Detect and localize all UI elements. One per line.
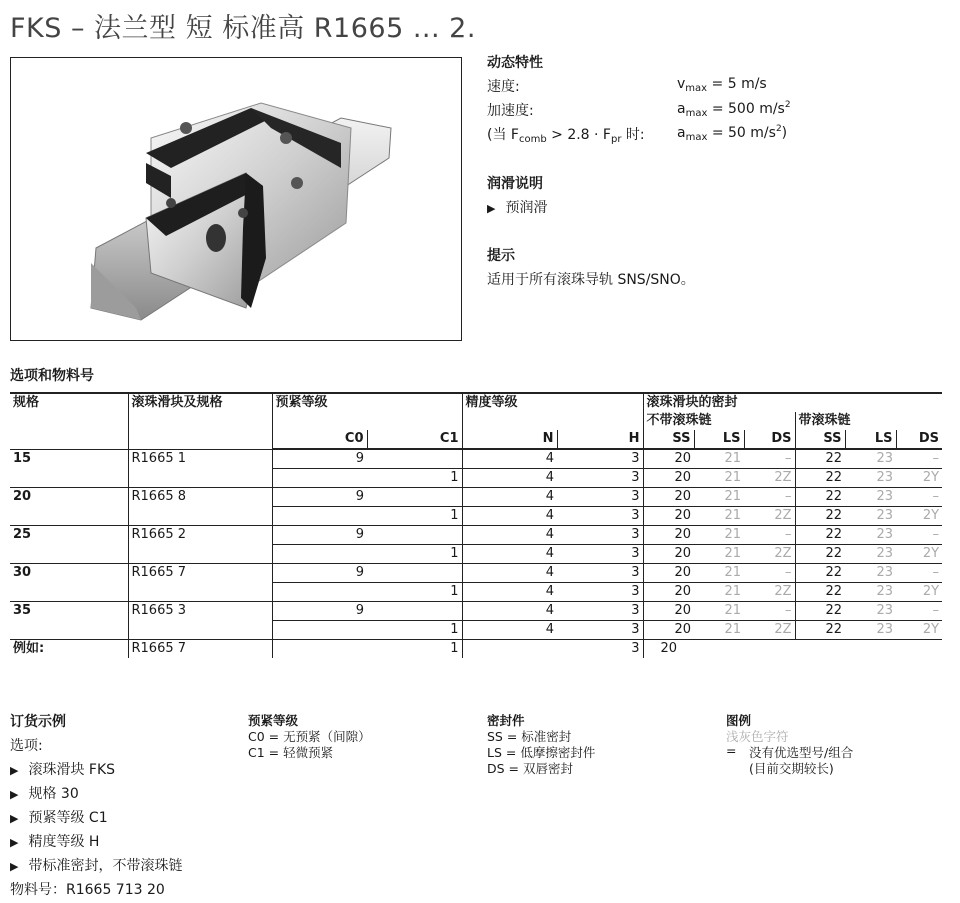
ls-cell: 21 xyxy=(694,602,744,621)
c1-cell: 1 xyxy=(367,545,462,564)
sub-ss: SS xyxy=(643,430,694,449)
example-ss: 20 xyxy=(643,640,694,659)
size-cell: 35 xyxy=(10,602,128,621)
options-heading: 选项和物料号 xyxy=(10,368,94,384)
ds-cell: 2Z xyxy=(744,545,795,564)
n-cell: 4 xyxy=(462,507,557,526)
order-options-label: 选项: xyxy=(10,738,43,754)
ss2-cell: 22 xyxy=(795,449,845,469)
c1-cell: 1 xyxy=(367,621,462,640)
ds2-cell: – xyxy=(896,488,942,507)
legend-line2: (目前交期较长) xyxy=(749,761,834,776)
h-cell: 3 xyxy=(557,602,643,621)
h-cell: 3 xyxy=(557,507,643,526)
ds2-cell: 2Y xyxy=(896,621,942,640)
example-label: 例如: xyxy=(10,640,128,659)
table-row xyxy=(10,488,942,507)
ds2-cell: – xyxy=(896,449,942,469)
preload-legend-c0: C0 = 无预紧（间隙） xyxy=(248,729,371,744)
condition-label: (当 $F_{comb} > 2.8 \cdot F_{pr}$ 时: xyxy=(487,127,645,145)
sub-n: N xyxy=(462,430,557,449)
table-row xyxy=(10,564,942,583)
lubrication-item: ▶ 预润滑 xyxy=(487,197,547,217)
sub-ls2: LS xyxy=(845,430,896,449)
c1-cell: 1 xyxy=(367,469,462,488)
c1-cell xyxy=(367,488,462,507)
preload-legend-heading: 预紧等级 xyxy=(248,713,299,728)
options-table xyxy=(10,392,942,658)
ls2-cell: 23 xyxy=(845,507,896,526)
speed-label: 速度: xyxy=(487,79,520,95)
accel-value: $a_{max} = 500$ $m/s^2$ xyxy=(677,100,791,119)
size-cell: 15 xyxy=(10,449,128,469)
ss2-cell: 22 xyxy=(795,621,845,640)
hint-heading: 提示 xyxy=(487,248,515,264)
ls2-cell: 23 xyxy=(845,488,896,507)
ls2-cell: 23 xyxy=(845,526,896,545)
h-cell: 3 xyxy=(557,621,643,640)
ls-cell: 21 xyxy=(694,488,744,507)
n-cell: 4 xyxy=(462,545,557,564)
ds-cell: 2Z xyxy=(744,469,795,488)
ls2-cell: 23 xyxy=(845,583,896,602)
ss2-cell: 22 xyxy=(795,526,845,545)
size-cell xyxy=(10,545,128,564)
table-row xyxy=(10,583,942,602)
ds-cell: – xyxy=(744,488,795,507)
col-size-header: 规格 xyxy=(10,393,128,449)
ds-cell: 2Z xyxy=(744,621,795,640)
h-cell: 3 xyxy=(557,469,643,488)
legend-eq: = xyxy=(726,743,737,758)
col-accuracy-header: 精度等级 xyxy=(462,393,643,430)
order-item: ▶ 带标准密封，不带滚珠链 xyxy=(10,855,182,875)
sub-ds: DS xyxy=(744,430,795,449)
ds-cell: – xyxy=(744,564,795,583)
sub-ls: LS xyxy=(694,430,744,449)
ss-cell: 20 xyxy=(643,449,694,469)
page-title: FKS – 法兰型 短 标准高 R1665 ... 2. xyxy=(10,13,476,44)
n-cell: 4 xyxy=(462,469,557,488)
ls2-cell: 23 xyxy=(845,602,896,621)
example-block: R1665 7 xyxy=(128,640,272,659)
ls2-cell: 23 xyxy=(845,564,896,583)
c1-cell xyxy=(367,564,462,583)
n-cell: 4 xyxy=(462,526,557,545)
legend-heading: 图例 xyxy=(726,713,752,728)
table-row xyxy=(10,602,942,621)
h-cell: 3 xyxy=(557,583,643,602)
ss-cell: 20 xyxy=(643,583,694,602)
h-cell: 3 xyxy=(557,545,643,564)
ds-cell: – xyxy=(744,526,795,545)
col-seal-header: 滚珠滑块的密封 xyxy=(643,393,942,412)
sub-c0: C0 xyxy=(272,430,367,449)
n-cell: 4 xyxy=(462,488,557,507)
ds2-cell: 2Y xyxy=(896,469,942,488)
n-cell: 4 xyxy=(462,583,557,602)
size-cell: 20 xyxy=(10,488,128,507)
c0-cell xyxy=(272,583,367,602)
col-seal-no-chain: 不带滚珠链 xyxy=(643,412,795,430)
c1-cell: 1 xyxy=(367,583,462,602)
c1-cell xyxy=(367,449,462,469)
size-cell xyxy=(10,583,128,602)
preload-legend-c1: C1 = 轻微预紧 xyxy=(248,745,334,760)
sub-ds2: DS xyxy=(896,430,942,449)
accel-label: 加速度: xyxy=(487,103,534,119)
table-row xyxy=(10,621,942,640)
ds-cell: 2Z xyxy=(744,507,795,526)
c0-cell: 9 xyxy=(272,564,367,583)
condition-value: $a_{max} = 50$ $m/s^2$) xyxy=(677,124,788,143)
lubrication-heading: 润滑说明 xyxy=(487,176,543,192)
c0-cell: 9 xyxy=(272,449,367,469)
ls-cell: 21 xyxy=(694,526,744,545)
size-cell: 25 xyxy=(10,526,128,545)
n-cell: 4 xyxy=(462,602,557,621)
ls2-cell: 23 xyxy=(845,621,896,640)
ball-runner-block-image xyxy=(11,58,461,340)
h-cell: 3 xyxy=(557,564,643,583)
c0-cell: 9 xyxy=(272,602,367,621)
order-item: ▶ 规格 30 xyxy=(10,783,79,803)
ss-cell: 20 xyxy=(643,488,694,507)
ss-cell: 20 xyxy=(643,469,694,488)
block-cell xyxy=(128,469,272,488)
col-seal-chain: 带滚珠链 xyxy=(795,412,942,430)
table-row xyxy=(10,507,942,526)
ss2-cell: 22 xyxy=(795,469,845,488)
order-part-number: 物料号：R1665 713 20 xyxy=(10,882,165,898)
sub-h: H xyxy=(557,430,643,449)
order-item: ▶ 预紧等级 C1 xyxy=(10,807,108,827)
col-preload-header: 预紧等级 xyxy=(272,393,462,430)
h-cell: 3 xyxy=(557,488,643,507)
block-cell: R1665 2 xyxy=(128,526,272,545)
legend-grey-text: 浅灰色字符 xyxy=(726,729,789,744)
ss-cell: 20 xyxy=(643,602,694,621)
order-heading: 订货示例 xyxy=(10,714,66,730)
table-row xyxy=(10,449,942,469)
ds2-cell: 2Y xyxy=(896,583,942,602)
table-row xyxy=(10,469,942,488)
ds-cell: – xyxy=(744,449,795,469)
ls-cell: 21 xyxy=(694,564,744,583)
ls2-cell: 23 xyxy=(845,545,896,564)
order-item: ▶ 精度等级 H xyxy=(10,831,99,851)
dynamics-heading: 动态特性 xyxy=(487,55,543,71)
ss2-cell: 22 xyxy=(795,488,845,507)
ds-cell: 2Z xyxy=(744,583,795,602)
ls-cell: 21 xyxy=(694,469,744,488)
ds2-cell: – xyxy=(896,564,942,583)
block-cell: R1665 7 xyxy=(128,564,272,583)
product-image-frame xyxy=(10,57,462,341)
sub-c1: C1 xyxy=(367,430,462,449)
size-cell: 30 xyxy=(10,564,128,583)
ss-cell: 20 xyxy=(643,507,694,526)
c0-cell: 9 xyxy=(272,526,367,545)
seal-legend-ls: LS = 低摩擦密封件 xyxy=(487,745,596,760)
seal-legend-ss: SS = 标准密封 xyxy=(487,729,572,744)
ls-cell: 21 xyxy=(694,621,744,640)
block-cell: R1665 1 xyxy=(128,449,272,469)
size-cell xyxy=(10,621,128,640)
n-cell: 4 xyxy=(462,564,557,583)
h-cell: 3 xyxy=(557,449,643,469)
c0-cell xyxy=(272,507,367,526)
order-item: ▶ 滚珠滑块 FKS xyxy=(10,759,115,779)
ls2-cell: 23 xyxy=(845,449,896,469)
ss2-cell: 22 xyxy=(795,583,845,602)
legend-line1: 没有优选型号/组合 xyxy=(749,745,854,760)
n-cell: 4 xyxy=(462,621,557,640)
size-cell xyxy=(10,507,128,526)
ls-cell: 21 xyxy=(694,545,744,564)
block-cell: R1665 3 xyxy=(128,602,272,621)
hint-text: 适用于所有滚珠导轨 SNS/SNO。 xyxy=(487,272,695,288)
col-block-header: 滚珠滑块及规格 xyxy=(128,393,272,449)
block-cell: R1665 8 xyxy=(128,488,272,507)
ds-cell: – xyxy=(744,602,795,621)
ss2-cell: 22 xyxy=(795,545,845,564)
ss-cell: 20 xyxy=(643,564,694,583)
block-cell xyxy=(128,583,272,602)
h-cell: 3 xyxy=(557,526,643,545)
c0-cell xyxy=(272,545,367,564)
table-row xyxy=(10,545,942,564)
ls-cell: 21 xyxy=(694,583,744,602)
c1-cell xyxy=(367,602,462,621)
c1-cell xyxy=(367,526,462,545)
seal-legend-heading: 密封件 xyxy=(487,713,525,728)
ss-cell: 20 xyxy=(643,545,694,564)
size-cell xyxy=(10,469,128,488)
sub-ss2: SS xyxy=(795,430,845,449)
speed-value: $v_{max} = 5$ m/s xyxy=(677,76,767,94)
ds2-cell: 2Y xyxy=(896,545,942,564)
block-cell xyxy=(128,621,272,640)
c0-cell xyxy=(272,469,367,488)
seal-legend-ds: DS = 双唇密封 xyxy=(487,761,573,776)
ls2-cell: 23 xyxy=(845,469,896,488)
ss2-cell: 22 xyxy=(795,507,845,526)
n-cell: 4 xyxy=(462,449,557,469)
ls-cell: 21 xyxy=(694,507,744,526)
ds2-cell: – xyxy=(896,526,942,545)
ls-cell: 21 xyxy=(694,449,744,469)
example-c1: 1 xyxy=(367,640,462,659)
example-h: 3 xyxy=(557,640,643,659)
c1-cell: 1 xyxy=(367,507,462,526)
c0-cell: 9 xyxy=(272,488,367,507)
table-row xyxy=(10,526,942,545)
ss-cell: 20 xyxy=(643,621,694,640)
ds2-cell: 2Y xyxy=(896,507,942,526)
block-cell xyxy=(128,507,272,526)
block-cell xyxy=(128,545,272,564)
c0-cell xyxy=(272,621,367,640)
ss-cell: 20 xyxy=(643,526,694,545)
ss2-cell: 22 xyxy=(795,602,845,621)
ds2-cell: – xyxy=(896,602,942,621)
ss2-cell: 22 xyxy=(795,564,845,583)
